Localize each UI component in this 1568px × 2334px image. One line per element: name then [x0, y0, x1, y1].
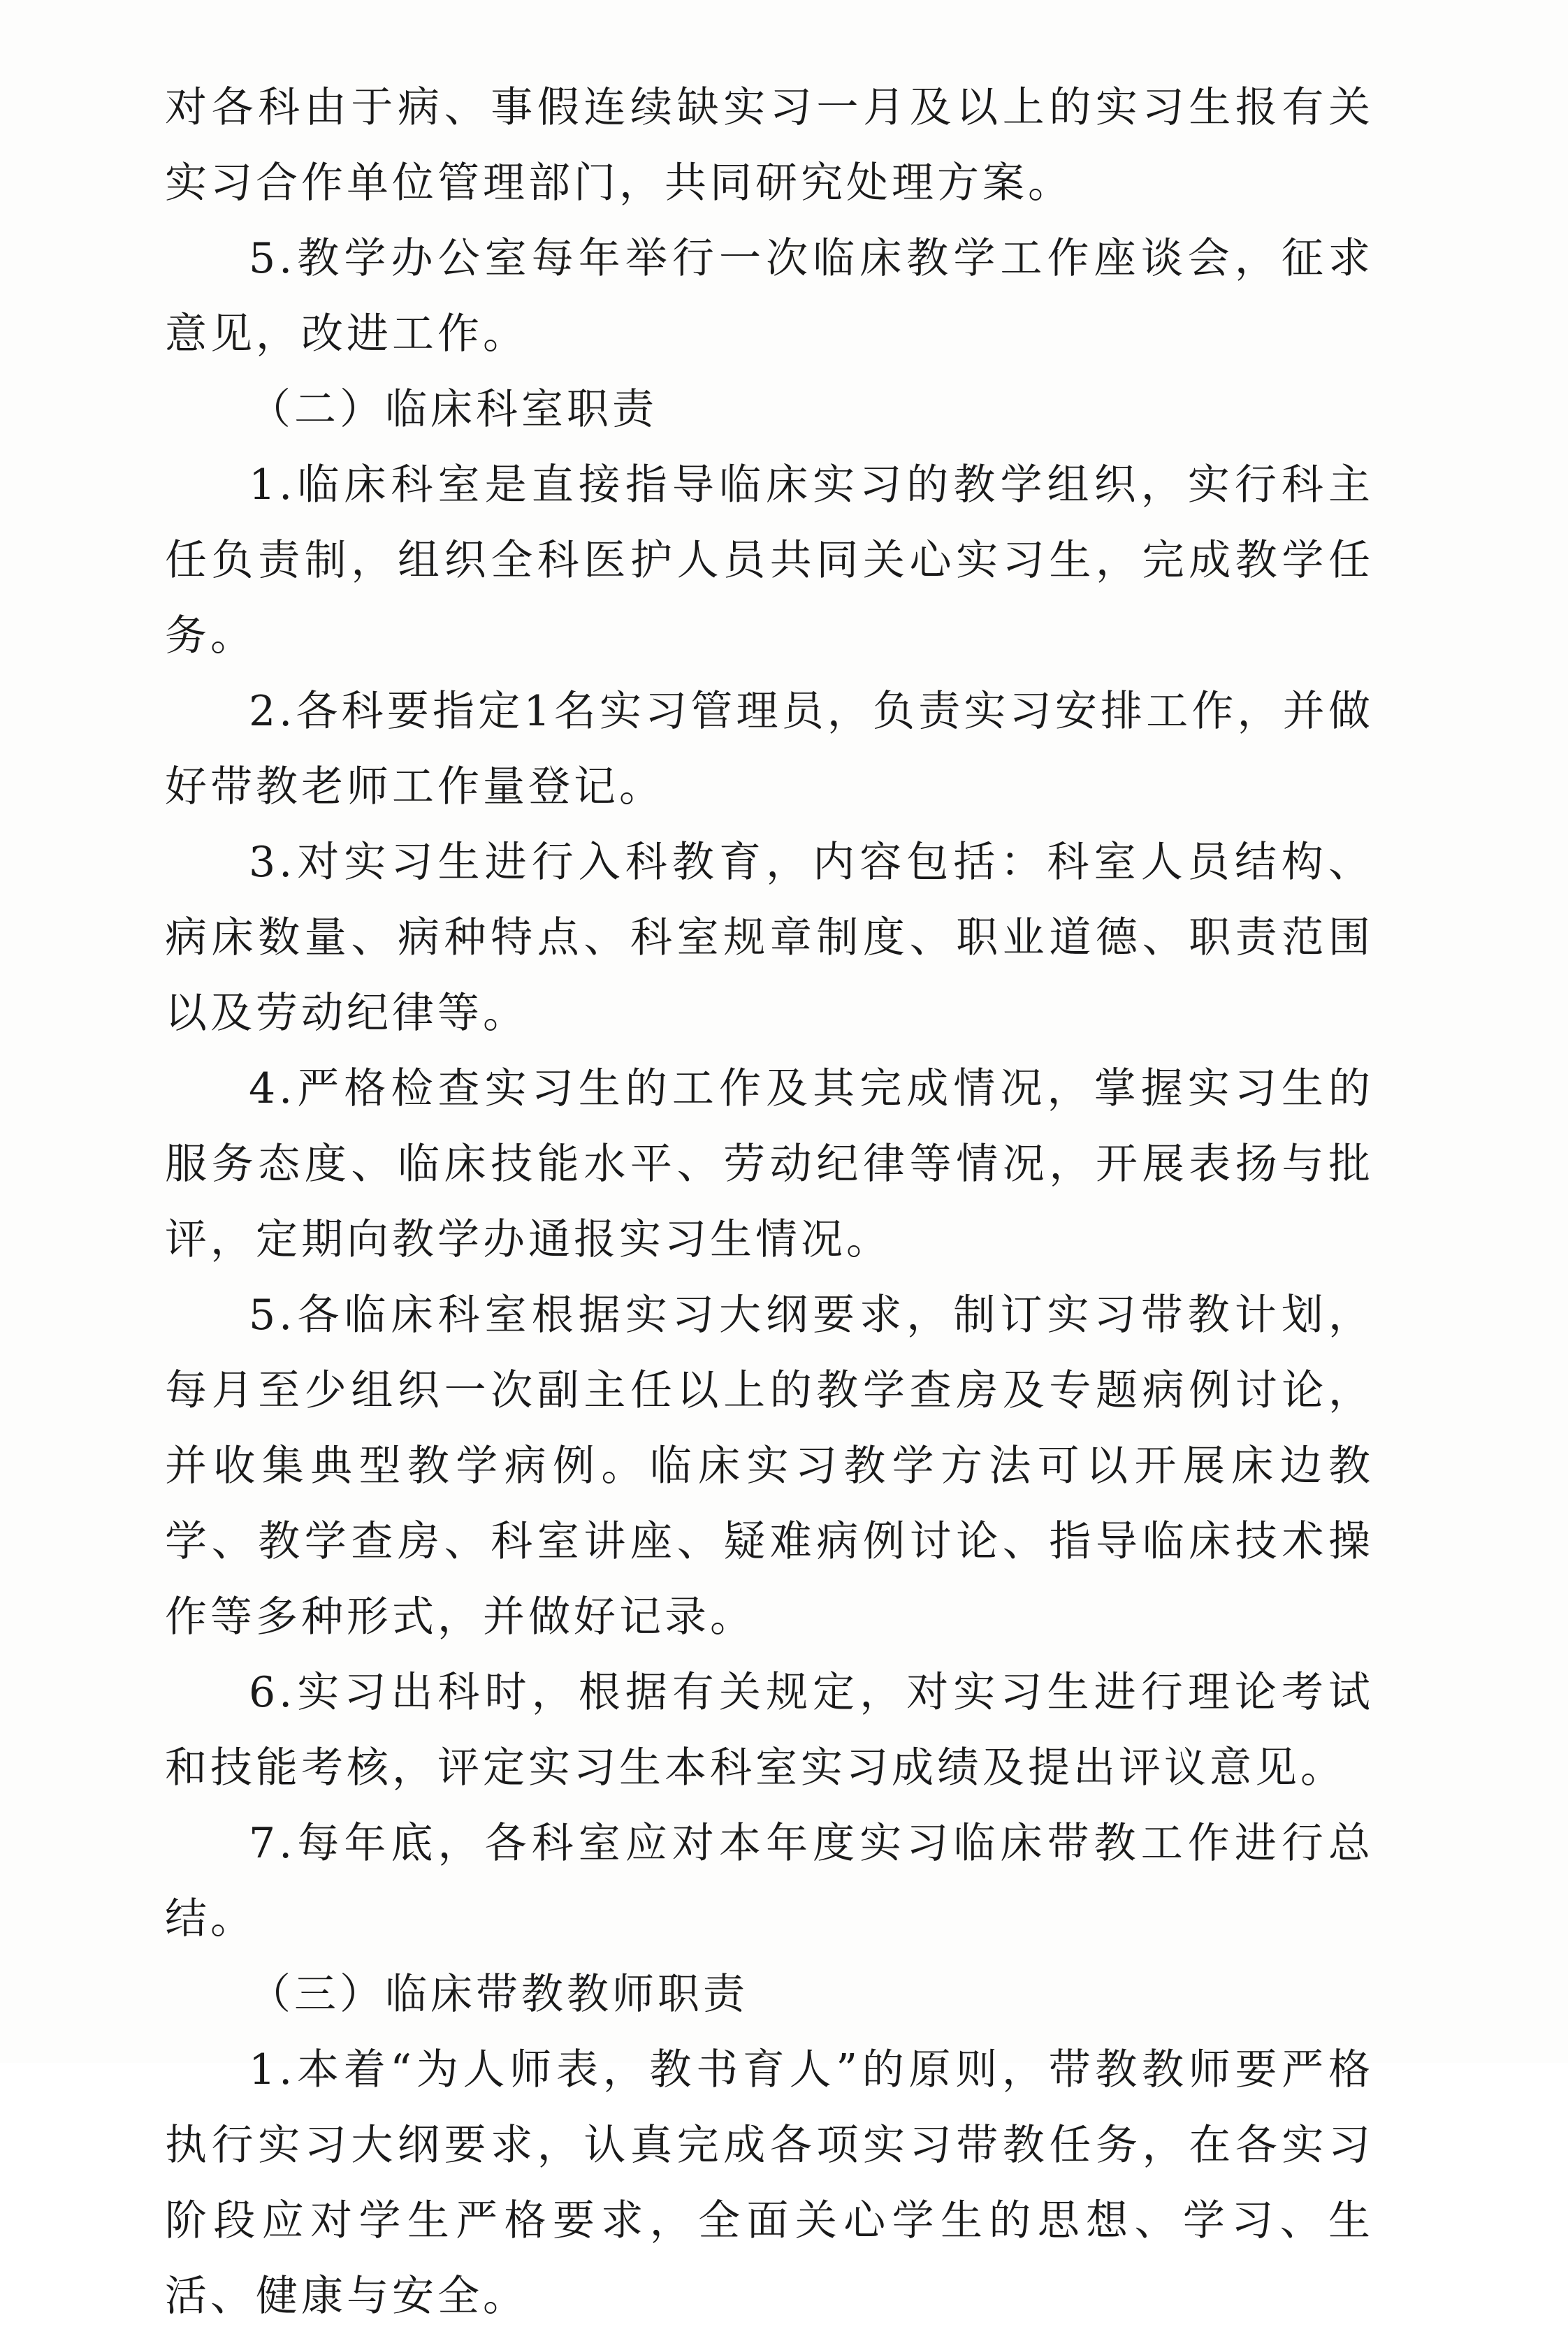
document-body	[165, 70, 1374, 2334]
section-heading-teacher-duties: （三）临床带教教师职责	[249, 1970, 748, 2019]
paragraph-department-item-7: 7.每年底，各科室应对本年度实习临床带教工作进行总结。	[165, 1819, 1374, 1943]
paragraph-department-item-5: 5.各临床科室根据实习大纲要求，制订实习带教计划，每月至少组织一次副主任以上的教学查房及专题病例讨论，并收集典型教学病例。临床实习教学方法可以开展床边教学、教学查房、科室讲座、疑难病例讨论、指导临床技术操作等多种形式，并做好记录。	[165, 1291, 1374, 1641]
paragraph-department-item-2: 2.各科要指定1名实习管理员，负责实习安排工作，并做好带教老师工作量登记。	[165, 687, 1374, 811]
paragraph-teacher-item-1: 1.本着“为人师表，教书育人”的原则，带教教师要严格执行实习大纲要求，认真完成各项实习带教任务，在各实习阶段应对学生严格要求，全面关心学生的思想、学习、生活、健康与安全。	[165, 2045, 1374, 2321]
paragraph-department-item-3: 3.对实习生进行入科教育，内容包括：科室人员结构、病床数量、病种特点、科室规章制度、职业道德、职责范围以及劳动纪律等。	[165, 838, 1374, 1038]
paragraph-department-item-1: 1.临床科室是直接指导临床实习的教学组织，实行科主任负责制，组织全科医护人员共同关心实习生，完成教学任务。	[165, 461, 1374, 660]
paragraph-carryover: 对各科由于病、事假连续缺实习一月及以上的实习生报有关实习合作单位管理部门，共同研究处理方案。	[165, 83, 1374, 208]
paragraph-department-item-4: 4.严格检查实习生的工作及其完成情况，掌握实习生的服务态度、临床技能水平、劳动纪律等情况，开展表扬与批评，定期向教学办通报实习生情况。	[165, 1064, 1374, 1264]
section-heading-clinical-department: （二）临床科室职责	[249, 385, 658, 434]
paragraph-department-item-6: 6.实习出科时，根据有关规定，对实习生进行理论考试和技能考核，评定实习生本科室实习成绩及提出评议意见。	[165, 1668, 1374, 1792]
paragraph-office-item-5: 5.教学办公室每年举行一次临床教学工作座谈会，征求意见，改进工作。	[165, 234, 1374, 358]
